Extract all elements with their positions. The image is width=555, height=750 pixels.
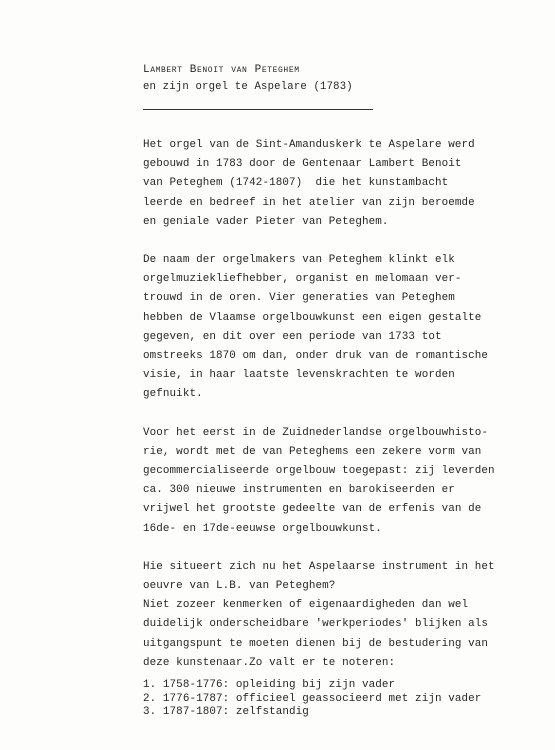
list-item: 2. 1776-1787: officieel geassocieerd met zijn vader xyxy=(143,692,482,705)
text-line: visie, in haar laatste levenskrachten te worden xyxy=(143,369,455,382)
text-line: 16de- en 17de-eeuwse orgelbouwkunst. xyxy=(143,522,382,535)
text-line: Niet zozeer kenmerken of eigenaardigheden dan wel xyxy=(143,599,469,612)
text-line: Voor het eerst in de Zuidnederlandse orgelbouwhisto- xyxy=(143,426,489,439)
text-line: gegeven, en dit over een periode van 1733 tot xyxy=(143,330,442,343)
text-line: hebben de Vlaamse orgelbouwkunst een eigen gestalte xyxy=(143,311,482,324)
list-item: 3. 1787-1807: zelfstandig xyxy=(143,706,309,719)
paragraph-history xyxy=(143,424,533,539)
text-line: leerde en bedreef in het atelier van zijn beroemde xyxy=(143,196,475,209)
text-line: ca. 300 nieuwe instrumenten en barokiseerden er xyxy=(143,484,455,497)
paragraph-intro xyxy=(143,136,533,232)
text-line: orgelmuziekliefhebber, organist en melomaan ver- xyxy=(143,273,462,286)
period-list xyxy=(143,679,533,720)
text-line: oeuvre van L.B. van Peteghem? xyxy=(143,580,336,593)
text-line: Het orgel van de Sint-Amanduskerk te Aspelare werd xyxy=(143,139,475,151)
title-underline xyxy=(143,109,373,110)
text-line: Hie situeert zich nu het Aspelaarse instrument in het xyxy=(143,560,495,573)
text-line: gebouwd in 1783 door de Gentenaar Lambert Benoit xyxy=(143,158,462,171)
title-block xyxy=(143,62,353,96)
text-line: van Peteghem (1742-1807) die het kunstambacht xyxy=(143,177,449,190)
paragraph-question xyxy=(143,558,533,673)
text-line: trouwd in de oren. Vier generaties van Peteghem xyxy=(143,292,455,305)
text-line: omstreeks 1870 om dan, onder druk van de romantische xyxy=(143,350,489,363)
title-author: Lambert Benoit van Peteghem xyxy=(143,64,300,76)
title-subtitle: en zijn orgel te Aspelare (1783) xyxy=(143,81,353,93)
paragraph-family xyxy=(143,251,533,405)
text-line: rie, wordt met de van Peteghems een zekere vorm van xyxy=(143,445,482,458)
text-line: uitgangspunt te moeten dienen bij de bestudering van xyxy=(143,637,489,650)
text-line: gecommercialiseerde orgelbouw toegepast: zij leverden xyxy=(143,465,495,478)
list-item: 1. 1758-1776: opleiding bij zijn vader xyxy=(143,679,396,692)
text-line: gefnuikt. xyxy=(143,388,203,401)
text-line: deze kunstenaar.Zo valt er te noteren: xyxy=(143,656,396,669)
text-line: duidelijk onderscheidbare 'werkperiodes' blijken als xyxy=(143,618,489,631)
text-line: vrijwel het grootste gedeelte van de erfenis van de xyxy=(143,503,482,516)
body-text xyxy=(143,136,533,720)
text-line: De naam der orgelmakers van Peteghem klinkt elk xyxy=(143,254,455,267)
text-line: en geniale vader Pieter van Peteghem. xyxy=(143,215,389,228)
